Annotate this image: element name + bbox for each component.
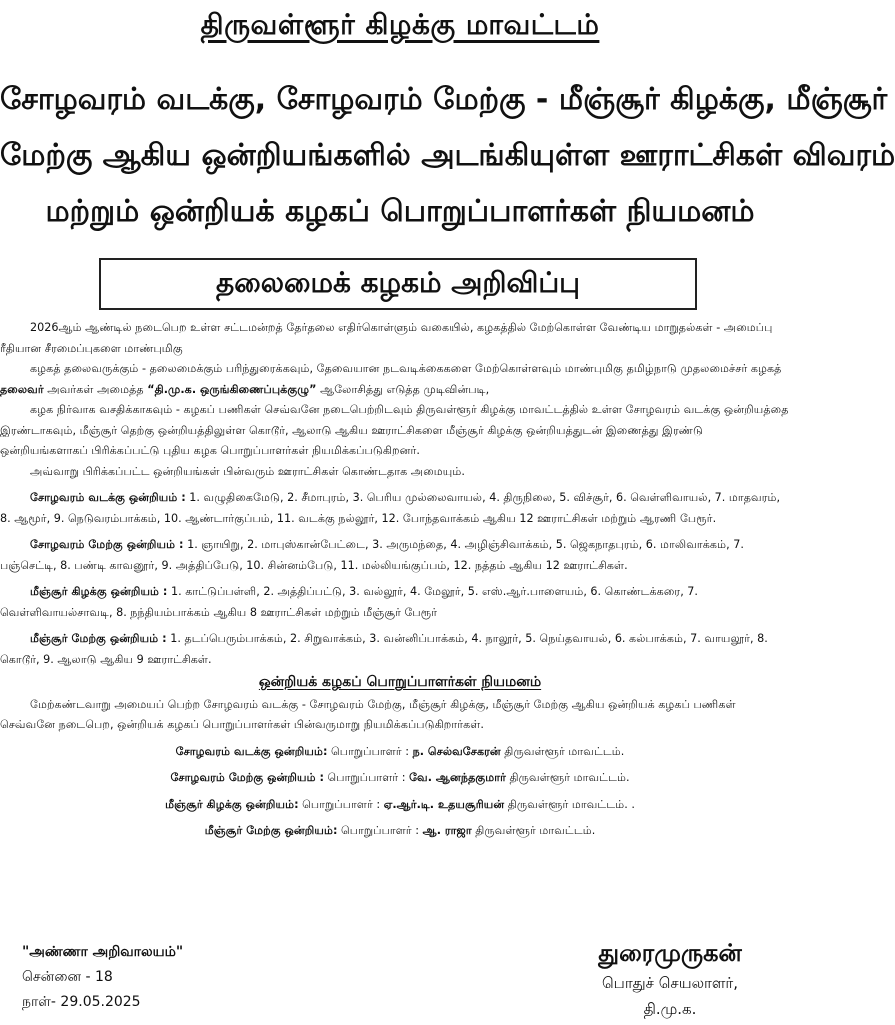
union-entry bbox=[0, 582, 800, 623]
union-entry bbox=[0, 535, 800, 576]
headquarters-notice-box bbox=[99, 258, 697, 310]
headline-line-3: மற்றும் ஒன்றியக் கழகப் பொறுப்பாளர்கள் நியமனம் bbox=[45, 194, 755, 229]
union-entry bbox=[0, 629, 800, 670]
party-name: தி.மு.க. bbox=[643, 1000, 697, 1018]
appointment-person: ந. செல்வசேகரன் bbox=[412, 744, 501, 758]
appointments-subheading: ஒன்றியக் கழகப் பொறுப்பாளர்கள் நியமனம் bbox=[258, 674, 542, 690]
union-villages: 1. வழுதிகைமேடு, 2. சீமாபுரம், 3. பெரிய முல்லைவாயல், 4. திருநிலை, 5. விச்சூர், 6. வெள்ளிவாயல், 7. மாதவரம், 8. ஆமூர், 9. நெடுவரம்பாக்கம், 10. ஆண்டார்குப்பம், 11. வடக்கு நல்லூர், 12. போந்தவாக்கம் ஆகிய 12 ஊராட்சிகள் மற்றும் ஆரணி பேரூர். bbox=[0, 491, 781, 525]
appointment-place: திருவள்ளூர் மாவட்டம். bbox=[475, 824, 596, 837]
appointment-place: திருவள்ளூர் மாவட்டம். bbox=[509, 771, 630, 784]
signatory-designation: பொதுச் செயலாளர், bbox=[601, 974, 739, 992]
union-name: சோழவரம் வடக்கு ஒன்றியம் : bbox=[30, 491, 186, 504]
union-villages: 1. காட்டுப்பள்ளி, 2. அத்திப்பட்டு, 3. வல்லூர், 4. மேலூர், 5. எஸ்.ஆர்.பாளையம், 6. கொண்டக்கரை, 7. வெள்ளிவாயல்சாவடி, 8. நந்தியம்பாக்கம் ஆகிய 8 ஊராட்சிகள் மற்றும் மீஞ்சூர் பேரூர் bbox=[0, 585, 698, 619]
headline-line-2: மேற்கு ஆகிய ஒன்றியங்களில் அடங்கியுள்ள ஊராட்சிகள் விவரம் bbox=[0, 138, 895, 173]
union-name: மீஞ்சூர் கிழக்கு ஒன்றியம் : bbox=[30, 585, 168, 598]
appointment-union: மீஞ்சூர் கிழக்கு ஒன்றியம்: bbox=[165, 797, 299, 811]
notice-body bbox=[0, 318, 800, 842]
appointment-role: பொறுப்பாளர் : bbox=[341, 824, 420, 837]
union-villages: 1. தடப்பெரும்பாக்கம், 2. சிறுவாக்கம், 3. வன்னிப்பாக்கம், 4. நாலூர், 5. நெய்தவாயல், 6. கல்பாக்கம், 7. வாயலூர், 8. கொடூர், 9. ஆலாடு ஆகிய 9 ஊராட்சிகள். bbox=[0, 632, 768, 666]
headline bbox=[0, 72, 895, 240]
appointment-row bbox=[0, 821, 800, 842]
paragraph-4: அவ்வாறு பிரிக்கப்பட்ட ஒன்றியங்கள் பின்வரும் ஊராட்சிகள் கொண்டதாக அமையும். bbox=[30, 464, 465, 478]
paragraph-5: மேற்கண்டவாறு அமையப் பெற்ற சோழவரம் வடக்கு - சோழவரம் மேற்கு, மீஞ்சூர் கிழக்கு, மீஞ்சூர் மேற்கு ஆகிய ஒன்றியக் கழகப் பணிகள் செவ்வனே நடைபெற, ஒன்றியக் கழகப் பொறுப்பாளர்கள் பின்வருமாறு நியமிக்கப்படுகிறார்கள். bbox=[0, 697, 736, 731]
paragraph-2: கழகத் தலைவருக்கும் - தலைமைக்கும் பரிந்துரைக்கவும், தேவையான நடவடிக்கைகளை மேற்கொள்ளவும் மாண்புமிகு தமிழ்நாடு முதலமைச்சர் கழகத் தலைவர் அவர்கள் அமைத்த “தி.மு.க. ஒருங்கிணைப்புக்குழு” ஆலோசித்து எடுத்த முடிவின்படி, bbox=[0, 362, 782, 396]
district-title: திருவள்ளூர் கிழக்கு மாவட்டம் bbox=[200, 8, 600, 41]
headline-line-1: சோழவரம் வடக்கு, சோழவரம் மேற்கு - மீஞ்சூர் கிழக்கு, மீஞ்சூர் bbox=[0, 82, 888, 117]
issuing-office bbox=[22, 940, 183, 1015]
appointment-row bbox=[0, 742, 800, 763]
union-name: மீஞ்சூர் மேற்கு ஒன்றியம் : bbox=[30, 632, 167, 645]
appointment-role: பொறுப்பாளர் : bbox=[331, 744, 410, 758]
appointment-person: வே. ஆனந்தகுமார் bbox=[409, 771, 506, 784]
appointment-person: ஆ. ராஜா bbox=[422, 824, 472, 837]
office-city: சென்னை - 18 bbox=[22, 969, 113, 985]
appointment-person: ஏ.ஆர்.டி. உதயசூரியன் bbox=[383, 797, 505, 811]
appointment-union: மீஞ்சூர் மேற்கு ஒன்றியம்: bbox=[204, 824, 338, 837]
notice-date: நாள்- 29.05.2025 bbox=[22, 994, 141, 1010]
union-entry bbox=[0, 488, 800, 529]
appointment-role: பொறுப்பாளர் : bbox=[302, 797, 381, 811]
appointment-union: சோழவரம் வடக்கு ஒன்றியம்: bbox=[175, 744, 328, 758]
union-name: சோழவரம் மேற்கு ஒன்றியம் : bbox=[30, 538, 184, 551]
appointment-place: திருவள்ளூர் மாவட்டம். . bbox=[507, 797, 635, 811]
appointment-row bbox=[0, 795, 800, 816]
paragraph-1: 2026ஆம் ஆண்டில் நடைபெற உள்ள சட்டமன்றத் தேர்தலை எதிர்கொள்ளும் வகையில், கழகத்தில் மேற்கொள்ள வேண்டிய மாறுதல்கள் - அமைப்பு ரீதியான சீரமைப்புகளை மாண்புமிகு bbox=[0, 321, 773, 355]
office-name: "அண்ணா அறிவாலயம்" bbox=[22, 944, 184, 960]
appointment-place: திருவள்ளூர் மாவட்டம். bbox=[504, 744, 625, 758]
appointment-row bbox=[0, 768, 800, 789]
union-villages: 1. ஞாயிறு, 2. மாபுஸ்கான்பேட்டை, 3. அருமந்தை, 4. அழிஞ்சிவாக்கம், 5. ஜெகநாதபுரம், 6. மாலிவாக்கம், 7. பஞ்செட்டி, 8. பண்டி காவனூர், 9. அத்திப்பேடு, 10. சின்னம்பேடு, 11. மல்லியங்குப்பம், 12. நத்தம் ஆகிய 12 ஊராட்சிகள். bbox=[0, 538, 744, 572]
signatory-name: துரைமுருகன் bbox=[598, 939, 742, 967]
notice-title: தலைமைக் கழகம் அறிவிப்பு bbox=[215, 265, 581, 299]
paragraph-3: கழக நிர்வாக வசதிக்காகவும் - கழகப் பணிகள் செவ்வனே நடைபெற்றிடவும் திருவள்ளூர் கிழக்கு மாவட்டத்தில் உள்ள சோழவரம் வடக்கு ஒன்றியத்தை இரண்டாகவும், மீஞ்சூர் தெற்கு ஒன்றியத்திலுள்ள கொடூர், ஆலாடு ஆகிய ஊராட்சிகளை மீஞ்சூர் கிழக்கு ஒன்றியத்துடன் இணைத்து இரண்டு ஒன்றியங்களாகப் பிரிக்கப்பட்டு புதிய கழக பொறுப்பாளர்கள் நியமிக்கப்படுகிறனர். bbox=[0, 403, 789, 457]
signature-block bbox=[570, 936, 770, 1022]
appointment-union: சோழவரம் மேற்கு ஒன்றியம் : bbox=[170, 771, 324, 784]
appointment-role: பொறுப்பாளர் : bbox=[327, 771, 406, 784]
